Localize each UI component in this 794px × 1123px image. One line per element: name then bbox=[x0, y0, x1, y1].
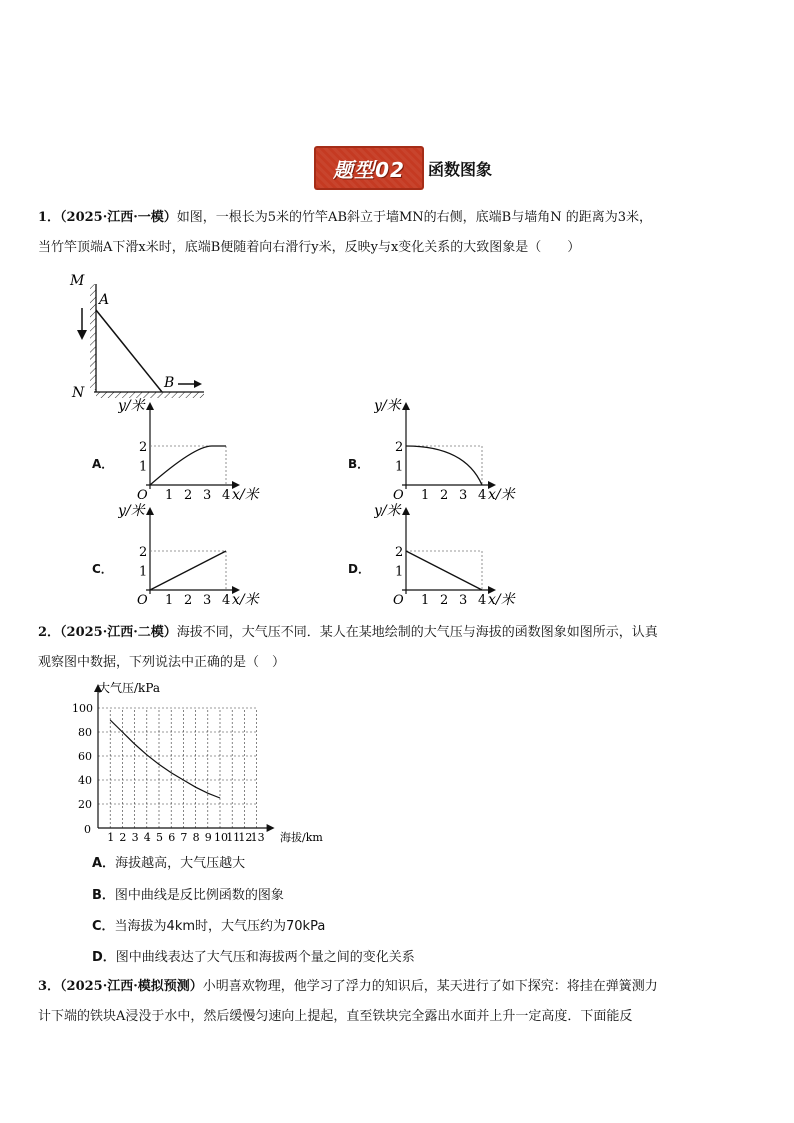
section-title bbox=[314, 146, 492, 190]
x-tick-label: 1 bbox=[421, 488, 430, 503]
x-tick-label: 1 bbox=[421, 593, 430, 608]
x-tick-label: 2 bbox=[119, 831, 127, 844]
x-tick-label: 4 bbox=[143, 831, 151, 844]
q2-choice-a-key: A． bbox=[92, 856, 116, 871]
q1-option-label-1: B． bbox=[348, 457, 370, 471]
x-axis-label: x/米 bbox=[232, 592, 259, 608]
y-axis-arrow bbox=[402, 402, 410, 410]
x-tick-label: 3 bbox=[131, 831, 139, 844]
q2-choice-b-text: 图中曲线是反比例函数的图象 bbox=[114, 888, 284, 903]
q1-line1: 如图，一根长为5米的竹竿AB斜立于墙MN的右侧，底端B与墙角N 的距离为3米， bbox=[176, 210, 653, 225]
option-curve bbox=[406, 446, 482, 485]
option-curve bbox=[150, 551, 226, 590]
chart-labels bbox=[72, 702, 265, 844]
x-tick-label: 3 bbox=[459, 593, 468, 608]
q2-text bbox=[38, 618, 758, 678]
y-tick-label: 1 bbox=[395, 459, 404, 475]
x-tick-label: 10 bbox=[214, 831, 228, 844]
x-tick-label: 1 bbox=[165, 593, 174, 608]
x-tick-label: 2 bbox=[184, 593, 193, 608]
q2-choice-c-text: 当海拔为4km时，大气压约为70kPa bbox=[114, 919, 326, 934]
q1-option-graph-3 bbox=[374, 497, 534, 609]
chart-grid bbox=[98, 708, 257, 828]
x-tick-label: 3 bbox=[203, 593, 212, 608]
q1-option-graph-1 bbox=[374, 392, 534, 504]
chart-x-axis-label: 海拔/km bbox=[280, 831, 323, 844]
x-tick-label: 4 bbox=[222, 593, 231, 608]
y-axis-label: y/米 bbox=[118, 398, 145, 414]
x-tick-label: 6 bbox=[168, 831, 176, 844]
y-axis-label: y/米 bbox=[118, 503, 145, 519]
q1-text bbox=[38, 203, 758, 263]
q3-line2: 计下端的铁块A浸没于水中，然后缓慢匀速向上提起，直至铁块完全露出水面并上升一定高度．下面能反 bbox=[38, 1009, 633, 1024]
q3-text bbox=[38, 972, 758, 1032]
q1-number: 1． bbox=[38, 210, 61, 225]
right-arrow-head bbox=[194, 380, 202, 388]
x-tick-label: 11 bbox=[226, 831, 241, 844]
chart-origin: 0 bbox=[84, 823, 91, 836]
q1-option-graph-0 bbox=[118, 392, 278, 504]
section-badge bbox=[314, 146, 424, 190]
y-axis-label: y/米 bbox=[374, 503, 401, 519]
x-tick-label: 9 bbox=[204, 831, 212, 844]
q2-choice-c-key: C． bbox=[92, 919, 115, 934]
x-tick-label: 13 bbox=[250, 831, 265, 844]
q2-choice-b-key: B． bbox=[92, 888, 115, 903]
x-axis-label: x/米 bbox=[488, 487, 515, 503]
x-axis-arrow bbox=[267, 824, 275, 832]
y-tick-label: 20 bbox=[78, 798, 92, 811]
x-tick-label: 3 bbox=[459, 488, 468, 503]
label-m: M bbox=[70, 273, 85, 289]
q2-choice-c bbox=[92, 915, 325, 934]
q2-line2: 观察图中数据，下列说法中正确的是（ ） bbox=[38, 655, 286, 670]
q2-choice-a-text: 海拔越高，大气压越大 bbox=[115, 856, 246, 871]
x-tick-label: 5 bbox=[156, 831, 163, 844]
y-tick-label: 80 bbox=[78, 726, 92, 739]
label-a: A bbox=[99, 292, 110, 308]
option-curve bbox=[406, 551, 482, 590]
ladder-ab bbox=[96, 310, 162, 392]
y-tick-label: 2 bbox=[139, 545, 148, 560]
wall-hatch bbox=[90, 284, 96, 390]
down-arrow-head bbox=[77, 330, 87, 340]
origin-label: O bbox=[137, 488, 148, 503]
q2-choice-d-text: 图中曲线表达了大气压和海拔两个量之间的变化关系 bbox=[115, 950, 415, 965]
q3-line1: 小明喜欢物理，他学习了浮力的知识后，某天进行了如下探究：将挂在弹簧测力 bbox=[202, 979, 658, 994]
x-tick-label: 2 bbox=[440, 488, 449, 503]
chart-axes bbox=[94, 684, 275, 832]
y-axis-label: y/米 bbox=[374, 398, 401, 414]
x-tick-label: 4 bbox=[222, 488, 231, 503]
x-tick-label: 1 bbox=[165, 488, 174, 503]
x-tick-label: 4 bbox=[478, 593, 487, 608]
y-tick-label: 1 bbox=[395, 564, 404, 580]
y-tick-label: 1 bbox=[139, 459, 148, 475]
option-curve bbox=[150, 446, 226, 485]
q1-option-label-3: D． bbox=[348, 562, 370, 576]
q2-source: （2025·江西·二模） bbox=[60, 625, 177, 640]
q3-source: （2025·江西·模拟预测） bbox=[60, 979, 203, 994]
x-tick-label: 2 bbox=[184, 488, 193, 503]
x-axis-label: x/米 bbox=[488, 592, 515, 608]
q2-line1: 海拔不同，大气压不同．某人在某地绘制的大气压与海拔的函数图象如图所示，认真 bbox=[176, 625, 658, 640]
q2-number: 2． bbox=[38, 625, 61, 640]
x-tick-label: 1 bbox=[107, 831, 115, 844]
q2-choice-b bbox=[92, 884, 284, 903]
q1-option-graph-2 bbox=[118, 497, 278, 609]
y-tick-label: 2 bbox=[395, 440, 404, 455]
q1-source: （2025·江西·一模） bbox=[60, 210, 177, 225]
x-tick-label: 4 bbox=[478, 488, 487, 503]
y-tick-label: 60 bbox=[78, 750, 92, 763]
y-tick-label: 2 bbox=[395, 545, 404, 560]
x-axis-label: x/米 bbox=[232, 487, 259, 503]
x-tick-label: 7 bbox=[180, 831, 188, 844]
q3-number: 3． bbox=[38, 979, 61, 994]
x-tick-label: 12 bbox=[238, 831, 253, 844]
q2-pressure-chart bbox=[68, 678, 338, 848]
q1-line2: 当竹竿顶端A下滑x米时，底端B便随着向右滑行y米，反映y与x变化关系的大致图象是（ ） bbox=[38, 240, 581, 255]
y-axis-arrow bbox=[402, 507, 410, 515]
y-axis-arrow bbox=[146, 507, 154, 515]
q1-option-label-0: A． bbox=[92, 457, 114, 471]
y-tick-label: 40 bbox=[78, 774, 92, 787]
section-title-text: 函数图象 bbox=[428, 159, 493, 179]
label-b: B bbox=[164, 375, 175, 391]
chart-y-axis-label: 大气压/kPa bbox=[98, 681, 161, 695]
origin-label: O bbox=[393, 488, 404, 503]
origin-label: O bbox=[137, 593, 148, 608]
q2-choice-d bbox=[92, 946, 415, 965]
section-badge-text: 题型02 bbox=[333, 157, 405, 182]
y-axis-arrow bbox=[146, 402, 154, 410]
y-tick-label: 2 bbox=[139, 440, 148, 455]
q1-ladder-figure bbox=[66, 270, 211, 402]
q2-choice-a bbox=[92, 852, 245, 871]
x-tick-label: 8 bbox=[192, 831, 200, 844]
q2-choice-d-key: D． bbox=[92, 950, 116, 965]
origin-label: O bbox=[393, 593, 404, 608]
x-tick-label: 3 bbox=[203, 488, 212, 503]
y-tick-label: 100 bbox=[72, 702, 93, 715]
y-tick-label: 1 bbox=[139, 564, 148, 580]
label-n: N bbox=[72, 385, 85, 401]
q1-option-label-2: C． bbox=[92, 562, 113, 576]
x-tick-label: 2 bbox=[440, 593, 449, 608]
